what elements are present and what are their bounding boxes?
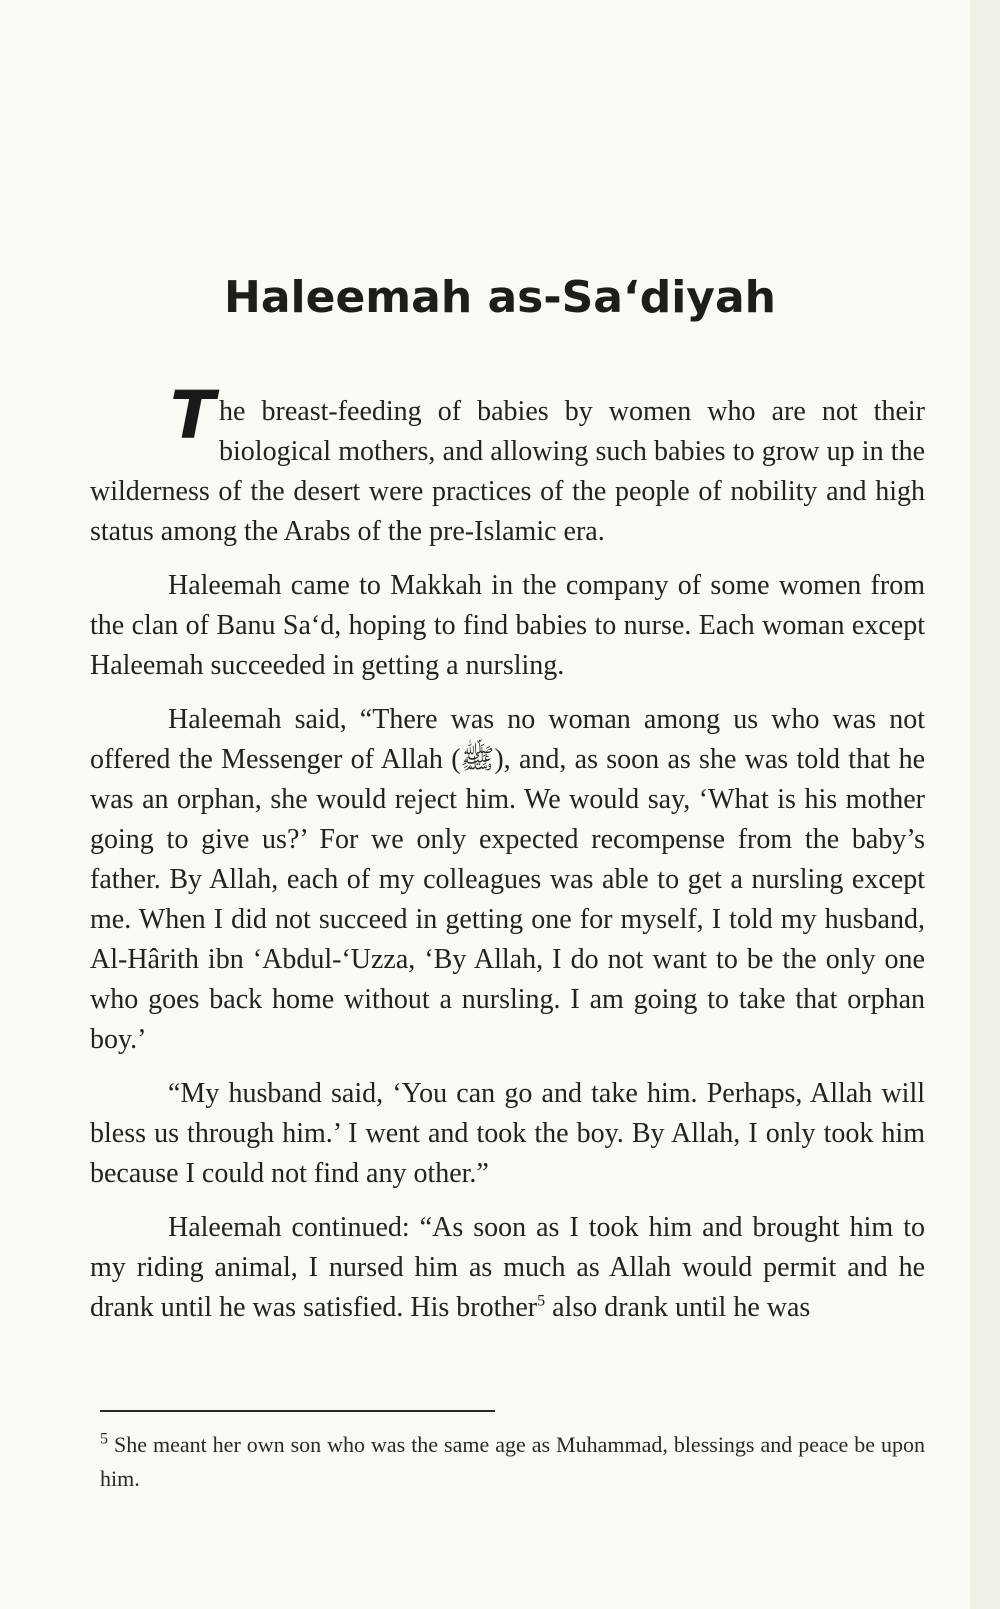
- footnote-reference: 5: [537, 1292, 546, 1310]
- footnote-rule: [100, 1410, 495, 1412]
- paragraph-1-text: he breast-feeding of babies by women who are not their biological mothers, and allowing such babies to grow up in the wilderness of the desert were practices of the people of nobility and high status among the Arabs of the pre-Islamic era.: [90, 396, 925, 547]
- drop-cap: T: [170, 377, 216, 454]
- body-text: [90, 377, 925, 1342]
- paragraph-2: Haleemah came to Makkah in the company of some women from the clan of Banu Sa‘d, hoping to find babies to nurse. Each woman except Haleemah succeeded in getting a nursling.: [90, 570, 925, 681]
- paragraph-5: [90, 1208, 925, 1328]
- paragraph-5-text-end: also drank until he was: [545, 1292, 811, 1323]
- footnote-text: She meant her own son who was the same age as Muhammad, blessings and peace be upon him.: [100, 1432, 925, 1491]
- footnote: [100, 1428, 925, 1496]
- paragraph-1: [90, 377, 925, 552]
- paragraph-3: Haleemah said, “There was no woman among us who was not offered the Messenger of Allah (ﷺ), and, as soon as she was told that he was an orphan, she would reject him. We would say, ‘What is his mother going to give us?’ For we only expected recompense from the baby’s father. By Allah, each of my colleagues was able to get a nursling except me. When I did not succeed in getting one for myself, I told my husband, Al-Hârith ibn ‘Abdul-‘Uzza, ‘By Allah, I do not want to be the only one who goes back home without a nursling. I am going to take that orphan boy.’: [90, 704, 925, 1055]
- chapter-title: Haleemah as-Sa‘diyah: [224, 272, 776, 323]
- page-edge: [970, 0, 1000, 1609]
- paragraph-4: “My husband said, ‘You can go and take him. Perhaps, Allah will bless us through him.’ I went and took the boy. By Allah, I only took him because I could not find any other.”: [90, 1078, 925, 1189]
- footnote-number: 5: [100, 1430, 108, 1448]
- paragraph-5-text-start: Haleemah continued: “As soon as I took him and brought him to my riding animal, I nursed him as much as Allah would permit and he drank until he was satisfied. His brother: [90, 1212, 925, 1323]
